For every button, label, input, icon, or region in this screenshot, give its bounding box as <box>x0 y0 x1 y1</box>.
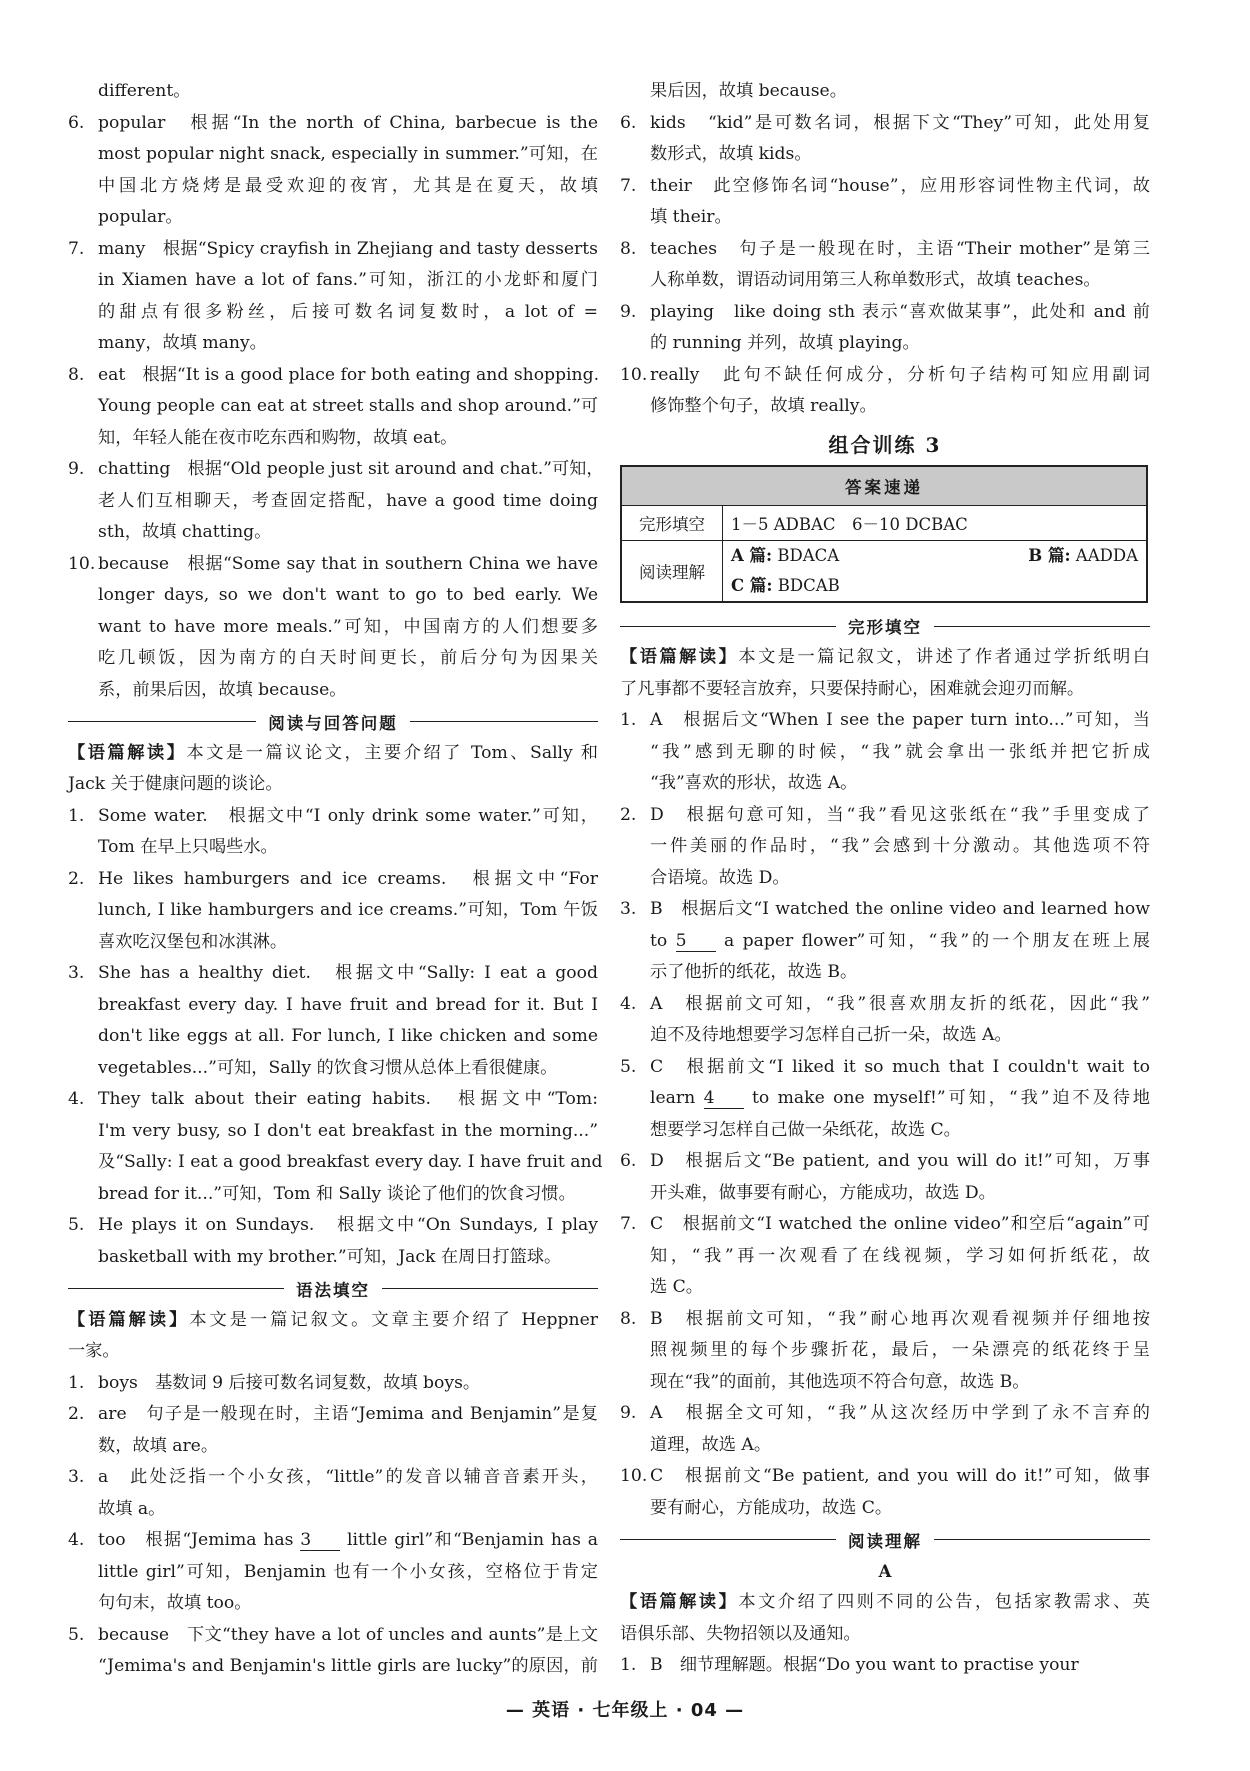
answer-item <box>68 549 598 707</box>
text-line: “我”感到无聊的时候，“我”就会拿出一张纸并把它折成 <box>650 741 1150 762</box>
divider <box>620 1539 836 1540</box>
answer-item <box>68 958 598 1084</box>
item-text: B 细节理解题。根据“Do you want to practise your <box>650 1655 1079 1675</box>
item-first-line <box>68 234 598 266</box>
item-text: He plays it on Sundays. 根据文中“On Sundays, I play <box>98 1215 598 1235</box>
item-text: because 下文“they have a lot of uncles and aunts”是上文 <box>98 1624 598 1645</box>
divider <box>934 1539 1150 1540</box>
text-line: 选 C。 <box>650 1277 703 1297</box>
item-first-line <box>620 1461 1150 1493</box>
text-line <box>620 1052 1150 1084</box>
text-line: don't like eggs at all. For lunch, I like chicken and some <box>98 1026 598 1046</box>
item-number: 10. <box>68 553 96 574</box>
cloze-label: 完形填空 <box>621 505 723 540</box>
analysis-tag: 【语篇解读】 <box>68 742 187 763</box>
item-number: 4. <box>68 1089 85 1109</box>
text-line: 一件美丽的作品时，“我”会感到十分激动。其他选项不符 <box>650 836 1150 856</box>
answer-item <box>620 297 1150 360</box>
item-first-line <box>68 1368 598 1400</box>
item-text: They talk about their eating habits. 根据文中“Tom: <box>98 1089 598 1109</box>
answer-item <box>620 234 1150 297</box>
item-first-line <box>620 1304 1150 1336</box>
text-line: longer days, so we don't want to go to bed early. We <box>98 585 598 605</box>
item-number: 10. <box>620 1466 648 1486</box>
answer-item <box>68 454 604 549</box>
cloze-answers: 1－5 ADBAC 6－10 DCBAC <box>723 505 1148 540</box>
item-number: 8. <box>620 238 637 259</box>
text-line: many，故填 many。 <box>98 333 267 353</box>
item-first-line <box>68 1210 598 1242</box>
section-heading <box>68 1273 598 1305</box>
item-first-line <box>68 958 598 990</box>
analysis-line: 【语篇解读】本文是一篇记叙文，讲述了作者通过学折纸明白 <box>620 647 1150 667</box>
item-first-line <box>620 234 1150 266</box>
item-number: 10. <box>620 364 648 385</box>
item-number: 2. <box>68 1404 85 1424</box>
item-text: D 根据句意可知，当“我”看见这张纸在“我”手里变成了 <box>650 804 1150 825</box>
divider <box>382 1288 598 1289</box>
answer-item <box>620 171 1150 234</box>
item-number: 8. <box>68 364 85 385</box>
answer-item <box>68 108 598 234</box>
item-first-line <box>620 171 1150 203</box>
analysis-line: 【语篇解读】本文介绍了四则不同的公告，包括家教需求、英 <box>620 1592 1150 1612</box>
text-line: 数，故填 are。 <box>98 1435 219 1456</box>
reading-a: A 篇: BDACA <box>731 545 840 565</box>
text-line: little girl”可知，Benjamin 也有一个小女孩，空格位于肯定 <box>98 1561 598 1582</box>
item-number: 2. <box>620 804 637 825</box>
item-text: B 根据后文“I watched the online video and learned how <box>650 899 1150 919</box>
divider <box>68 1288 284 1289</box>
text-line: 照视频里的每个步骤折花，最后，一朵漂亮的纸花终于呈 <box>650 1340 1150 1360</box>
text-line: 中国北方烧烤是最受欢迎的夜宵，尤其是在夏天，故填 <box>98 175 598 196</box>
text-line: sth，故填 chatting。 <box>98 522 272 542</box>
text-line: 数形式，故填 kids。 <box>650 144 812 164</box>
item-number: 6. <box>620 112 637 133</box>
text-line: 开头难，做事要有耐心，方能成功，故选 D。 <box>650 1182 996 1203</box>
text-line: 道理，故选 A。 <box>650 1434 772 1455</box>
text-line: 的甜点有很多粉丝，后接可数名词复数时，a lot of = <box>98 301 598 322</box>
text-line: most popular night snack, especially in summer.”可知，在 <box>98 144 598 164</box>
item-text: their 此空修饰名词“house”，应用形容词性物主代词，故 <box>650 175 1150 196</box>
divider <box>410 721 598 722</box>
answer-item <box>620 705 1150 800</box>
item-number: 3. <box>620 899 637 919</box>
text-line: 知，年轻人能在夜市吃东西和购物，故填 eat。 <box>98 427 458 448</box>
answer-item <box>620 360 1150 423</box>
divider <box>620 626 836 627</box>
item-number: 3. <box>68 963 85 983</box>
section-title: 阅读理解 <box>848 1531 922 1551</box>
item-first-line <box>68 108 598 140</box>
text-line <box>620 894 1150 926</box>
item-number: 6. <box>68 112 85 133</box>
item-first-line <box>620 360 1150 392</box>
text-line: “Jemima's and Benjamin's little girls are lucky”的原因，前 <box>98 1656 598 1676</box>
item-text: eat 根据“It is a good place for both eating and shopping. <box>98 364 600 385</box>
item-number: 9. <box>68 459 85 479</box>
section-heading <box>620 1524 1150 1556</box>
answer-item <box>68 234 598 360</box>
item-first-line <box>68 360 598 392</box>
answer-item <box>620 1398 1150 1461</box>
item-number: 1. <box>68 1372 85 1393</box>
item-text: boys 基数词 9 后接可数名词复数，故填 boys。 <box>98 1372 481 1393</box>
divider <box>68 721 256 722</box>
item-first-line <box>68 1399 598 1431</box>
item-text: A 根据全文可知，“我”从这次经历中学到了永不言弃的 <box>650 1403 1150 1423</box>
item-text: Some water. 根据文中“I only drink some water.”可知， <box>98 805 598 826</box>
item-number: 5. <box>68 1624 85 1645</box>
section-heading <box>620 611 1150 643</box>
item-number: 1. <box>620 710 637 730</box>
text-line: 故填 a。 <box>98 1498 166 1519</box>
divider <box>934 626 1150 627</box>
item-text: many 根据“Spicy crayfish in Zhejiang and tasty desserts <box>98 238 598 259</box>
item-number: 1. <box>68 805 85 826</box>
reading-row <box>731 541 1138 571</box>
item-text: too 根据“Jemima has 3 little girl”和“Benjamin has a <box>98 1530 599 1550</box>
section-title: 完形填空 <box>848 618 922 638</box>
item-text: a 此处泛指一个小女孩，“little”的发音以辅音音素开头， <box>98 1467 598 1487</box>
reading-a-label: A 篇: <box>731 545 773 565</box>
text-line <box>68 1525 598 1557</box>
answer-table <box>620 465 1148 603</box>
item-text: kids “kid”是可数名词，根据下文“They”可知，此处用复 <box>650 112 1150 133</box>
item-number: 5. <box>620 1056 637 1077</box>
answer-item <box>620 1650 1150 1682</box>
answer-item <box>620 1461 1150 1524</box>
item-number: 8. <box>620 1308 637 1329</box>
analysis-tag: 【语篇解读】 <box>620 647 739 667</box>
item-number: 4. <box>620 993 637 1014</box>
answer-item <box>620 1304 1150 1399</box>
item-first-line <box>620 705 1150 737</box>
reading-label: 阅读理解 <box>621 540 723 602</box>
answer-item <box>68 1084 603 1210</box>
blank-number: 4 <box>704 1088 744 1109</box>
passage-label: A <box>878 1561 892 1581</box>
answer-item <box>68 1368 598 1400</box>
item-text: A 根据前文可知，“我”很喜欢朋友折的纸花，因此“我” <box>650 993 1150 1014</box>
text-line: different。 <box>98 81 191 101</box>
text-line: 迫不及待地想要学习怎样自己折一朵，故选 A。 <box>650 1025 1012 1045</box>
item-number: 5. <box>68 1215 85 1235</box>
left-column <box>68 76 604 1683</box>
answer-item <box>68 360 598 455</box>
text-line: 吃几顿饭，因为南方的白天时间更长，前后分句为因果关 <box>98 648 598 668</box>
text-line: 果后因，故填 because。 <box>650 81 847 101</box>
text-line: 想要学习怎样自己做一朵纸花，故选 C。 <box>650 1119 961 1140</box>
text-line: 人称单数，谓语动词用第三人称单数形式，故填 teaches。 <box>650 270 1101 290</box>
item-number: 9. <box>620 1403 637 1423</box>
analysis-line: 【语篇解读】本文是一篇议论文，主要介绍了 Tom、Sally 和 <box>68 742 598 763</box>
group-title: 组合训练 3 <box>828 432 942 457</box>
item-first-line <box>68 1620 598 1652</box>
text-line: 老人们互相聊天，考查固定搭配，have a good time doing <box>98 490 598 511</box>
text-line: 的 running 并列，故填 playing。 <box>650 333 920 353</box>
answer-table-header: 答案速递 <box>621 466 1147 506</box>
answer-item <box>68 1525 598 1620</box>
text-line: I'm very busy, so I don't eat breakfast in the morning...” <box>98 1120 598 1141</box>
text-line: basketball with my brother.”可知，Jack 在周日打篮球。 <box>98 1246 562 1267</box>
item-text: chatting 根据“Old people just sit around and chat.”可知， <box>98 459 604 479</box>
answer-item <box>68 801 598 864</box>
item-number: 7. <box>620 175 637 196</box>
item-first-line <box>620 1398 1150 1430</box>
section-title: 阅读与回答问题 <box>268 713 398 733</box>
analysis-line: Jack 关于健康问题的谈论。 <box>68 774 283 794</box>
answer-item <box>620 108 1150 171</box>
item-first-line <box>620 297 1150 329</box>
blank-number: 3 <box>300 1530 340 1551</box>
item-first-line <box>620 800 1150 832</box>
answer-item <box>620 1209 1150 1304</box>
answer-item <box>620 1052 1150 1147</box>
text-line: 喜欢吃汉堡包和冰淇淋。 <box>98 931 288 952</box>
text-line: 修饰整个句子，故填 really。 <box>650 396 877 416</box>
text-line: Tom 在早上只喝些水。 <box>98 837 278 857</box>
analysis-tag: 【语篇解读】 <box>620 1592 739 1612</box>
text-line: 及“Sally: I eat a good breakfast every day. I have fruit and <box>98 1152 603 1172</box>
text-line: lunch, I like hamburgers and ice creams.”可知，Tom 午饭 <box>98 900 598 920</box>
item-number: 2. <box>68 868 85 889</box>
reading-answers <box>723 540 1148 602</box>
reading-b: B 篇: AADDA <box>1028 545 1138 565</box>
text-line: to 5 a paper flower”可知，“我”的一个朋友在班上展 <box>650 930 1150 951</box>
analysis-line: 语俱乐部、失物招领以及通知。 <box>620 1623 861 1644</box>
analysis-line: 了凡事都不要轻言放弃，只要保持耐心，困难就会迎刃而解。 <box>620 678 1085 699</box>
answer-item <box>68 864 598 959</box>
blank-number: 5 <box>676 931 716 952</box>
text-line: vegetables...”可知，Sally 的饮食习惯从总体上看很健康。 <box>98 1057 558 1078</box>
item-first-line <box>620 108 1150 140</box>
answer-item <box>68 1462 598 1525</box>
answer-item <box>68 1620 598 1683</box>
item-text: He likes hamburgers and ice creams. 根据文中“For <box>98 868 598 889</box>
item-first-line <box>68 1084 598 1116</box>
item-number: 4. <box>68 1530 85 1550</box>
reading-row: C 篇: BDCAB <box>731 575 840 595</box>
analysis-line: 一家。 <box>68 1341 120 1361</box>
answer-item <box>620 989 1150 1052</box>
text-line: 合语境。故选 D。 <box>650 867 790 888</box>
text-line: 要有耐心，方能成功，故选 C。 <box>650 1497 893 1518</box>
answer-item <box>68 1210 598 1273</box>
item-text: are 句子是一般现在时，主语“Jemima and Benjamin”是复 <box>98 1404 598 1424</box>
item-text: because 根据“Some say that in southern China we have <box>98 553 598 574</box>
item-text: A 根据后文“When I see the paper turn into...”可知，当 <box>650 710 1150 730</box>
item-first-line <box>620 989 1150 1021</box>
analysis-line: 【语篇解读】本文是一篇记叙文。文章主要介绍了 Heppner <box>68 1309 598 1330</box>
section-heading <box>68 706 598 738</box>
item-first-line <box>68 454 604 486</box>
item-text: C 根据前文“I watched the online video”和空后“again”可 <box>650 1214 1150 1234</box>
answer-item <box>620 800 1150 895</box>
item-text: C 根据前文“I liked it so much that I couldn't wait to <box>650 1056 1150 1077</box>
item-text: playing like doing sth 表示“喜欢做某事”，此处和 and 前 <box>650 301 1150 322</box>
item-first-line <box>68 1462 598 1494</box>
item-number: 7. <box>620 1214 637 1234</box>
text-line: bread for it...”可知，Tom 和 Sally 谈论了他们的饮食习惯。 <box>98 1183 576 1204</box>
page-footer: — 英语 · 七年级上 · 04 — <box>505 1700 745 1721</box>
text-line: 示了他折的纸花，故选 B。 <box>650 962 858 982</box>
item-number: 3. <box>68 1467 85 1487</box>
right-column <box>620 76 1150 1682</box>
text-line: want to have more meals.”可知，中国南方的人们想要多 <box>98 616 598 637</box>
item-text: B 根据前文可知，“我”耐心地再次观看视频并仔细地按 <box>650 1308 1150 1329</box>
item-text: D 根据后文“Be patient, and you will do it!”可知，万事 <box>650 1151 1150 1171</box>
text-line: “我”喜欢的形状，故选 A。 <box>650 773 858 793</box>
text-line: breakfast every day. I have fruit and bread for it. But I <box>98 994 598 1015</box>
item-number: 6. <box>620 1151 637 1171</box>
item-first-line <box>620 1209 1150 1241</box>
item-text: She has a healthy diet. 根据文中“Sally: I eat a good <box>98 963 598 983</box>
text-line: 填 their。 <box>650 207 732 227</box>
text-line: in Xiamen have a lot of fans.”可知，浙江的小龙虾和厦门 <box>98 270 598 290</box>
item-number: 7. <box>68 238 85 259</box>
text-line: Young people can eat at street stalls and shop around.”可 <box>98 396 599 416</box>
item-first-line <box>68 801 598 833</box>
text-line: learn 4 to make one myself!”可知，“我”迫不及待地 <box>650 1088 1150 1108</box>
analysis-tag: 【语篇解读】 <box>68 1309 190 1330</box>
item-number: 9. <box>620 301 637 322</box>
item-first-line <box>68 864 598 896</box>
reading-b-label: B 篇: <box>1028 545 1071 565</box>
item-first-line <box>620 1650 1150 1682</box>
answer-item <box>68 1399 598 1462</box>
text-line: 现在“我”的面前，其他选项不符合句意，故选 B。 <box>650 1371 1030 1392</box>
reading-c-label: C 篇: <box>731 575 773 595</box>
item-text: C 根据前文“Be patient, and you will do it!”可知，做事 <box>650 1466 1150 1486</box>
item-text: teaches 句子是一般现在时，主语“Their mother”是第三 <box>650 238 1150 259</box>
answer-item <box>620 894 1150 989</box>
answer-item <box>620 1146 1150 1209</box>
item-text: popular 根据“In the north of China, barbecue is the <box>98 112 598 133</box>
section-title: 语法填空 <box>296 1280 370 1300</box>
item-number: 1. <box>620 1655 637 1675</box>
text-line: 系，前果后因，故填 because。 <box>98 679 347 700</box>
text-line: 句句末，故填 too。 <box>98 1593 252 1613</box>
item-first-line <box>620 1146 1150 1178</box>
item-first-line <box>68 549 598 581</box>
text-line: popular。 <box>98 207 183 227</box>
text-line: 知，“我”再一次观看了在线视频，学习如何折纸花，故 <box>650 1245 1150 1266</box>
item-text: really 此句不缺任何成分，分析句子结构可知应用副词 <box>650 364 1150 385</box>
